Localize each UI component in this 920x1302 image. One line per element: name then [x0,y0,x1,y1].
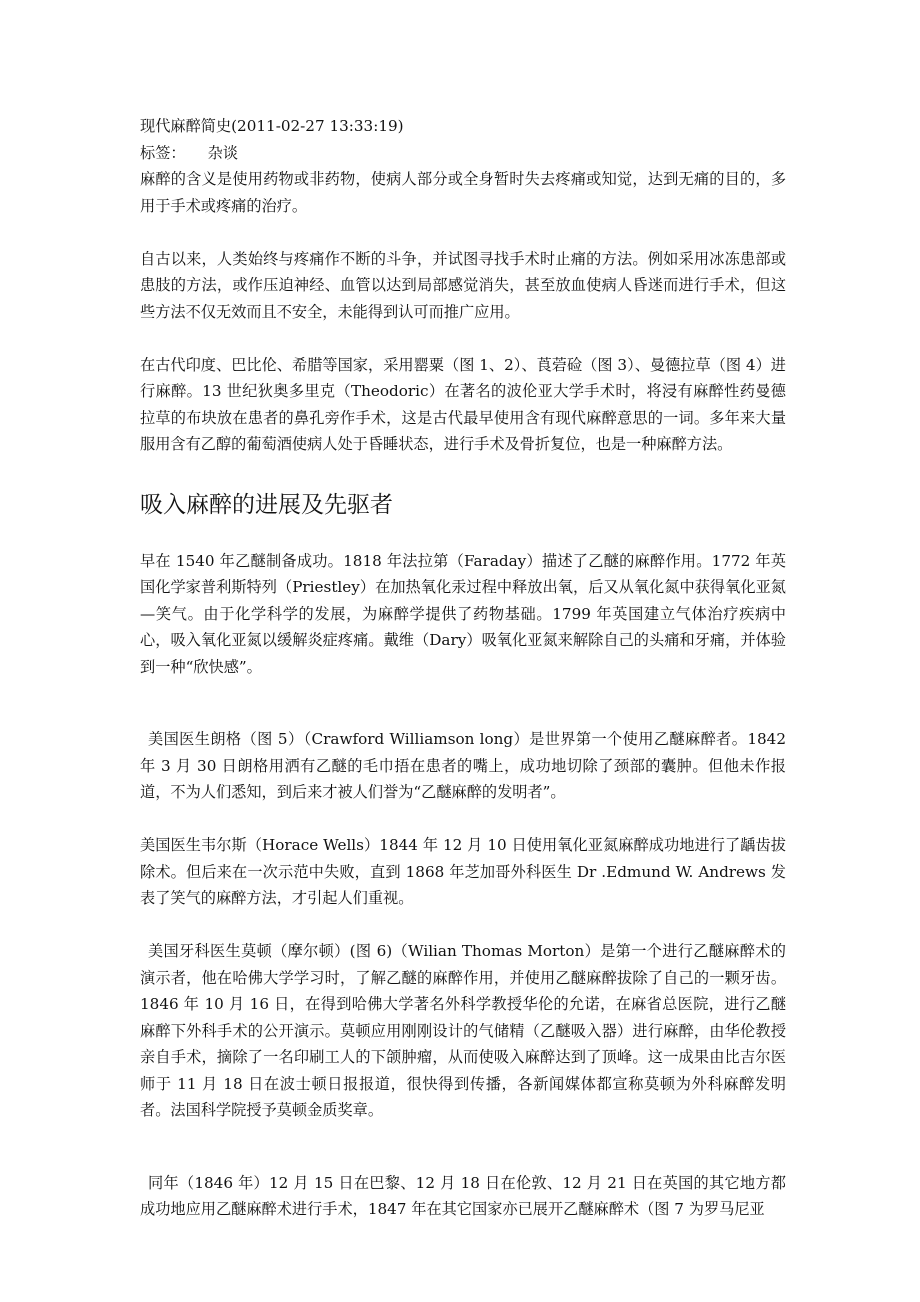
paragraph-spread: 同年（1846 年）12 月 15 日在巴黎、12 月 18 日在伦敦、12 月 21 日在英国的其它地方都成功地应用乙醚麻醉术进行手术，1847 年在其它国家亦已展开乙醚麻醉术（图 7 为罗马尼亚 [140,1173,786,1218]
paragraph-ancient-pain-relief: 自古以来，人类始终与疼痛作不断的斗争，并试图寻找手术时止痛的方法。例如采用冰冻患部或患肢的方法，或作压迫神经、血管以达到局部感觉消失，甚至放血使病人昏迷而进行手术，但这些方法不仅无效而且不安全，未能得到认可而推广应用。 [140,249,786,321]
tag-value: 杂谈 [207,143,238,162]
paragraph-definition: 麻醉的含义是使用药物或非药物，使病人部分或全身暂时失去疼痛或知觉，达到无痛的目的，多用于手术或疼痛的治疗。 [140,170,786,215]
tag-line [140,140,786,167]
paragraph-morton: 美国牙科医生莫顿（摩尔顿）(图 6)（Wilian Thomas Morton）是第一个进行乙醚麻醉术的演示者，他在哈佛大学学习时，了解乙醚的麻醉作用，并使用乙醚麻醉拔除了自己的一颗牙齿。1846 年 10 月 16 日，在得到哈佛大学著名外科学教授华伦的允诺，在麻省总医院，进行乙醚麻醉下外科手术的公开演示。莫顿应用刚刚设计的气储精（乙醚吸入器）进行麻醉，由华伦教授亲自手术，摘除了一名印刷工人的下颌肿瘤，从而使吸入麻醉达到了顶峰。这一成果由比吉尔医师于 11 月 18 日在波士顿日报报道，很快得到传播，各新闻媒体都宣称莫顿为外科麻醉发明者。法国科学院授予莫顿金质奖章。 [140,942,786,1119]
paragraph-long: 美国医生朗格（图 5）（Crawford Williamson long）是世界第一个使用乙醚麻醉者。1842 年 3 月 30 日朗格用洒有乙醚的毛巾捂在患者的嘴上，成功地切除了颈部的囊肿。但他未作报道，不为人们悉知，到后来才被人们誉为“乙醚麻醉的发明者”。 [140,730,786,801]
section-title: 吸入麻醉的进展及先驱者 [140,491,393,518]
paragraph-ancient-anesthesia: 在古代印度、巴比伦、希腊等国家，采用罂粟（图 1、2）、莨菪硷（图 3）、曼德拉草（图 4）进行麻醉。13 世纪狄奥多里克（Theodoric）在著名的波伦亚大学手术时，将浸有麻醉性药曼德拉草的布块放在患者的鼻孔旁作手术，这是古代最早使用含有现代麻醉意思的一词。多年来大量服用含有乙醇的葡萄酒使病人处于昏睡状态，进行手术及骨折复位，也是一种麻醉方法。 [140,355,786,453]
document-title-line: 现代麻醉简史(2011-02-27 13:33:19) [140,117,404,135]
paragraph-ether-history: 早在 1540 年乙醚制备成功。1818 年法拉第（Faraday）描述了乙醚的麻醉作用。1772 年英国化学家普利斯特列（Priestley）在加热氧化汞过程中释放出氧，后又从氧化氮中获得氧化亚氮—笑气。由于化学科学的发展，为麻醉学提供了药物基础。1799 年英国建立气体治疗疾病中心，吸入氧化亚氮以缓解炎症疼痛。戴维（Dary）吸氧化亚氮来解除自己的头痛和牙痛，并体验到一种“欣快感”。 [140,551,786,676]
document-page [140,113,786,1223]
paragraph-wells: 美国医生韦尔斯（Horace Wells）1844 年 12 月 10 日使用氧化亚氮麻醉成功地进行了龋齿拔除术。但后来在一次示范中失败，直到 1868 年芝加哥外科医生 Dr .Edmund W. Andrews 发表了笑气的麻醉方法，才引起人们重视。 [140,836,786,907]
tag-label: 标签： [140,143,186,162]
